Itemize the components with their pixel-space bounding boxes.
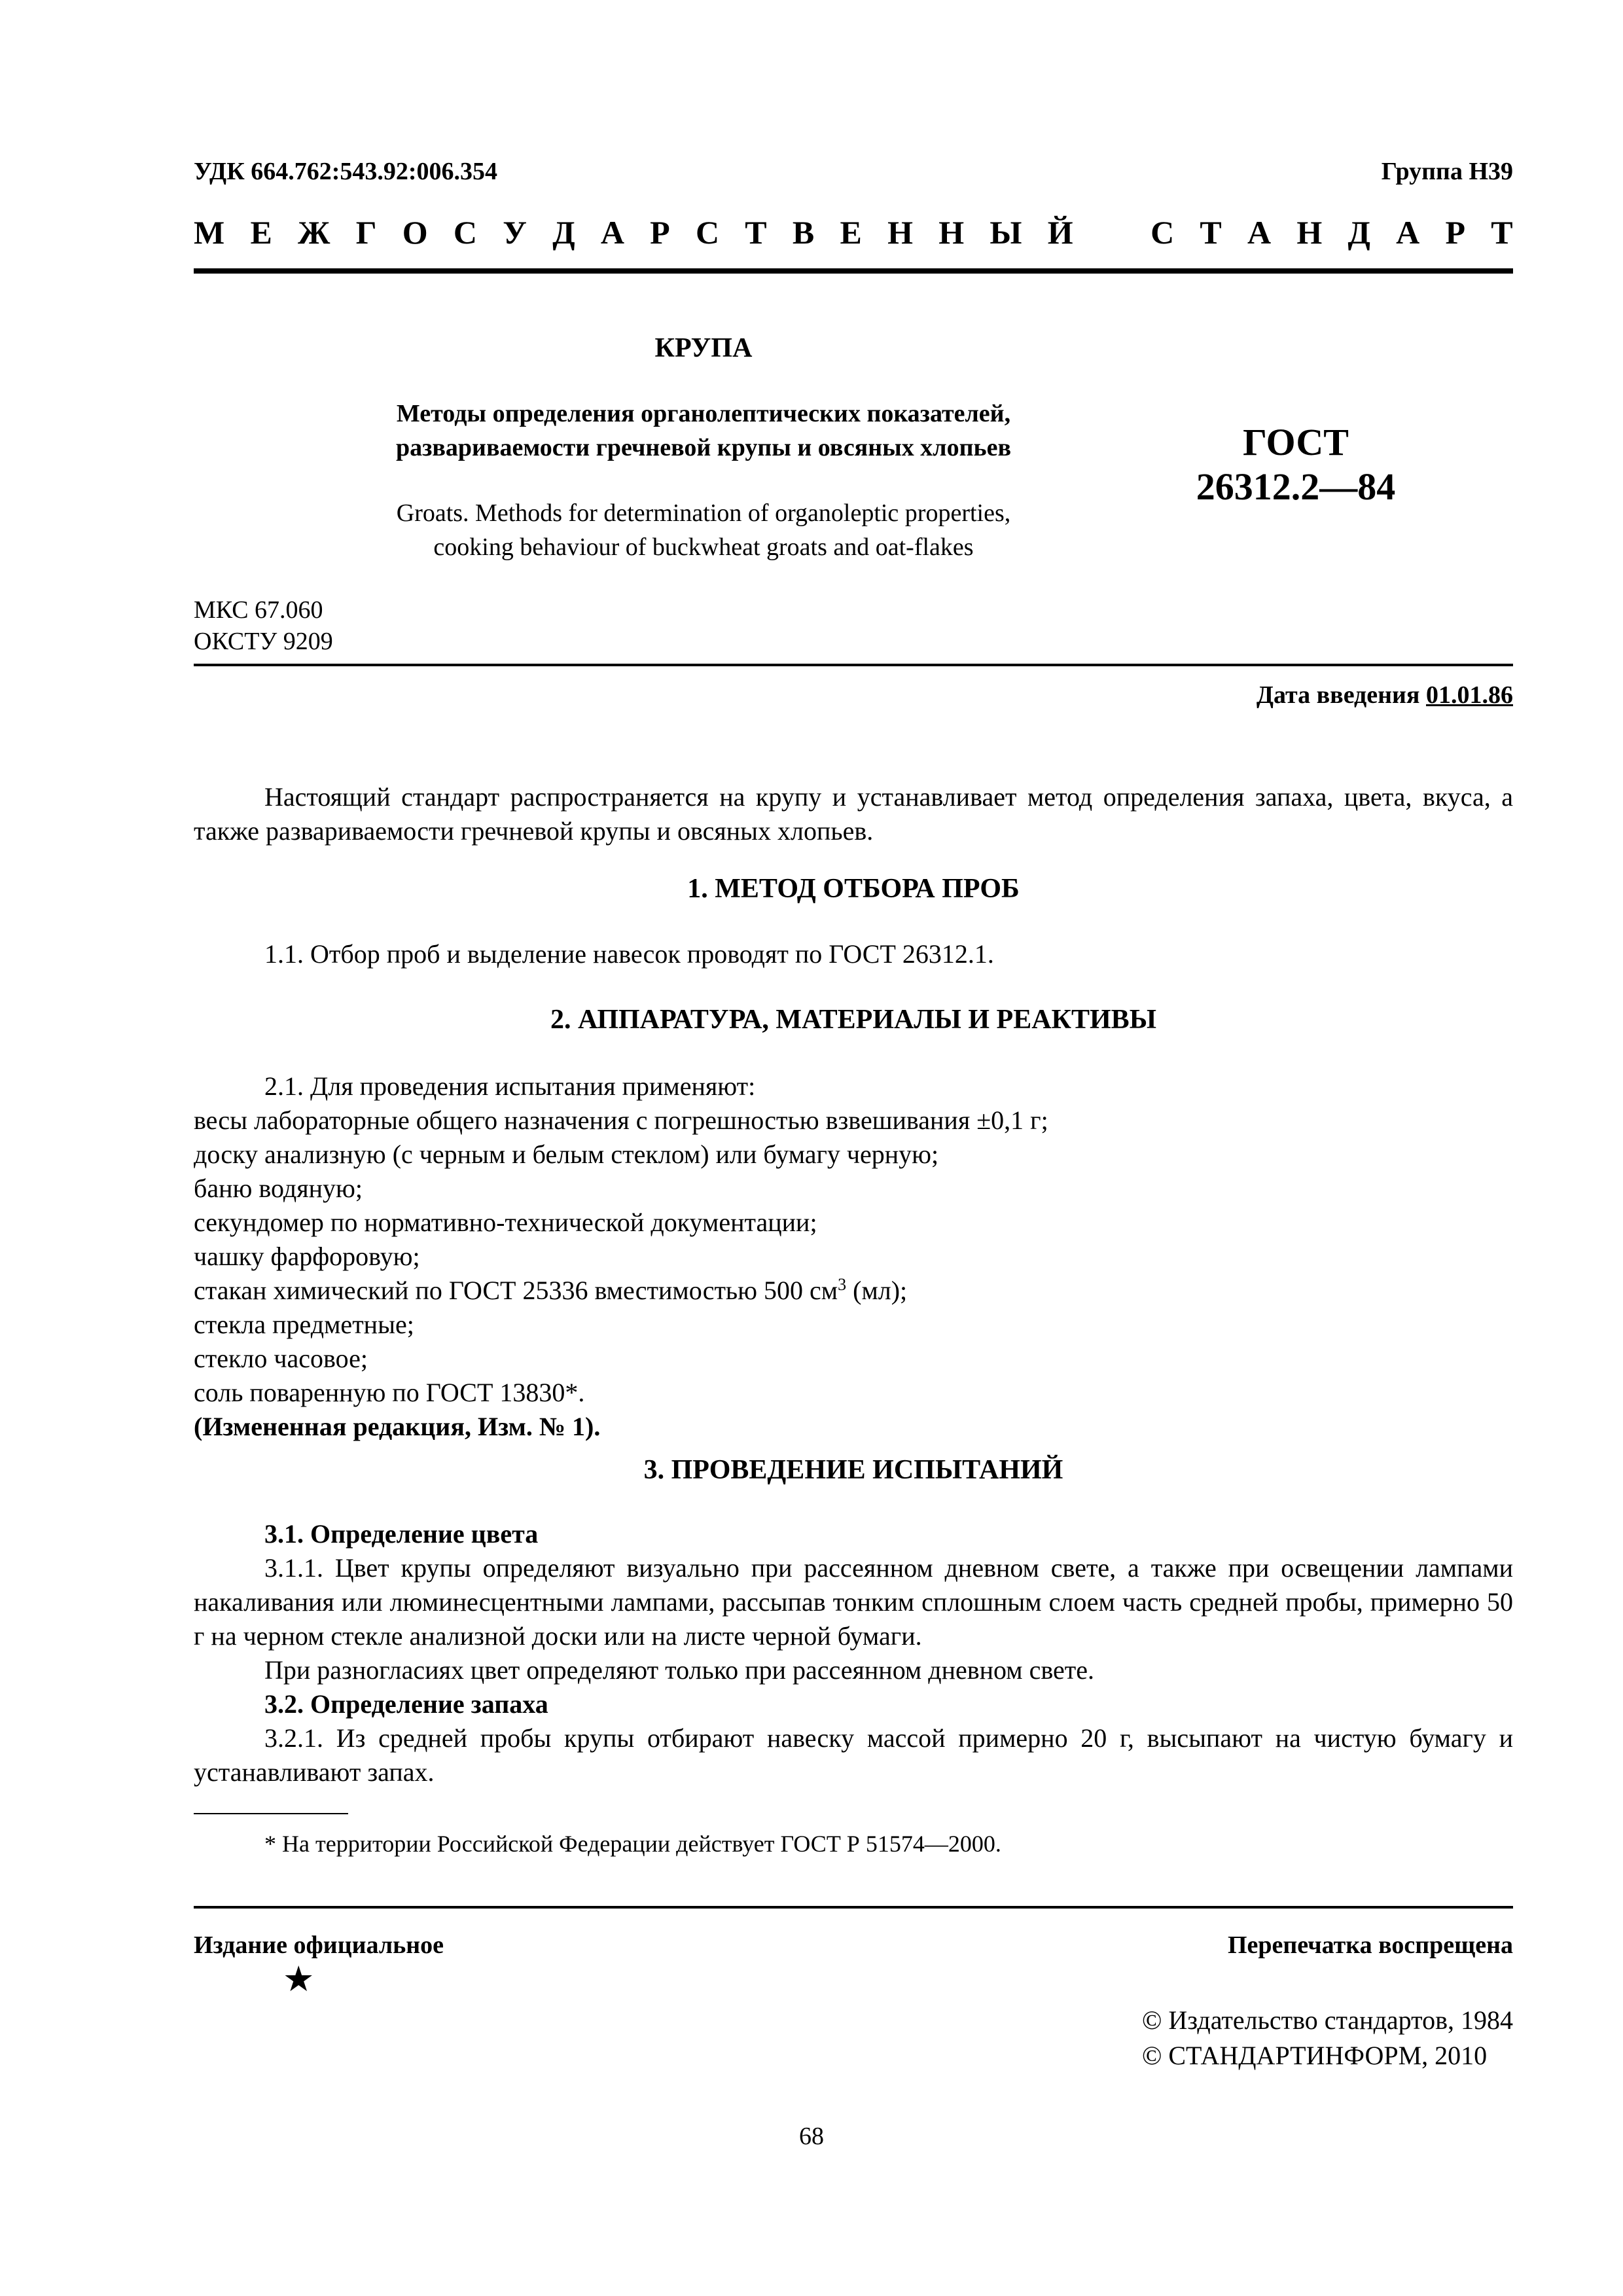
list-item: доску анализную (с черным и белым стеклом) или бумагу черную; xyxy=(194,1139,939,1169)
udk-code: УДК 664.762:543.92:006.354 xyxy=(194,158,498,185)
paragraph-3-2-1: 3.2.1. Из средней пробы крупы отбирают навеску массой примерно 20 г, высыпают на чистую бумагу и устанавливают запах. xyxy=(194,1723,1513,1787)
title-english-line2: cooking behaviour of buckwheat groats and oat-flakes xyxy=(433,533,974,561)
banner-letter: О xyxy=(402,214,428,251)
header-rule xyxy=(194,268,1513,274)
banner-letter: Ж xyxy=(298,214,330,251)
footnote-rule xyxy=(194,1813,348,1814)
banner-word-gap xyxy=(1099,213,1125,251)
title-english-line1: Groats. Methods for determination of organoleptic properties, xyxy=(396,499,1011,527)
banner-letter: С xyxy=(453,214,478,251)
title-russian-line1: Методы определения органолептических показателей, xyxy=(396,400,1011,427)
official-edition-label: Издание официальное xyxy=(194,1931,444,1959)
section-3-heading: 3. ПРОВЕДЕНИЕ ИСПЫТАНИЙ xyxy=(643,1455,1063,1485)
banner-letter: Е xyxy=(250,214,272,251)
beaker-superscript: 3 xyxy=(838,1275,847,1294)
banner-letter: Т xyxy=(1200,214,1222,251)
banner-letter: В xyxy=(792,214,815,251)
footnote: * На территории Российской Федерации действует ГОСТ Р 51574—2000. xyxy=(264,1831,1001,1857)
list-item: секундомер по нормативно-технической документации; xyxy=(194,1208,817,1237)
interstate-standard-banner xyxy=(194,213,1513,251)
list-item: стекла предметные; xyxy=(194,1310,414,1339)
list-item: стекло часовое; xyxy=(194,1344,368,1373)
mks-code: МКС 67.060 xyxy=(194,596,323,624)
classification-codes xyxy=(194,594,333,657)
group-code: Группа Н39 xyxy=(1381,158,1513,185)
classification-rule xyxy=(194,664,1513,666)
copyright-line-1: © Издательство стандартов, 1984 xyxy=(1141,2005,1513,2035)
list-item: весы лабораторные общего назначения с погрешностью взвешивания ±0,1 г; xyxy=(194,1105,1048,1135)
copyright-block xyxy=(1142,2003,1513,2073)
list-item: баню водяную; xyxy=(194,1174,363,1203)
list-item: чашку фарфоровую; xyxy=(194,1242,420,1271)
banner-letter: Н xyxy=(1296,214,1323,251)
banner-letter: Р xyxy=(1445,214,1466,251)
banner-letter: Д xyxy=(1347,214,1370,251)
banner-letter: Н xyxy=(938,214,965,251)
amendment-note: (Измененная редакция, Изм. № 1). xyxy=(194,1412,601,1441)
footer-rule xyxy=(194,1906,1513,1909)
title-english xyxy=(301,496,1106,564)
okstu-code: ОКСТУ 9209 xyxy=(194,628,333,655)
banner-letter: У xyxy=(503,214,527,251)
title-russian xyxy=(301,397,1106,465)
gost-number: 26312.2—84 xyxy=(1196,465,1396,508)
list-item xyxy=(194,1274,1513,1308)
banner-letter: Н xyxy=(887,214,913,251)
banner-letter: С xyxy=(1150,214,1175,251)
apparatus-items xyxy=(194,1103,1513,1444)
banner-letter: А xyxy=(600,214,624,251)
introduction-date-label: Дата введения xyxy=(1256,681,1426,709)
paragraph-2-1-lead: 2.1. Для проведения испытания применяют: xyxy=(264,1071,756,1101)
introduction-date xyxy=(1257,681,1513,709)
page-number: 68 xyxy=(799,2123,824,2150)
banner-letter: Е xyxy=(840,214,862,251)
subsection-3-2-heading: 3.2. Определение запаха xyxy=(264,1689,548,1719)
banner-letter: А xyxy=(1396,214,1420,251)
paragraph-3-1-1-note: При разногласиях цвет определяют только при рассеянном дневном свете. xyxy=(264,1655,1094,1685)
banner-letter: Д xyxy=(552,214,575,251)
banner-letter: Т xyxy=(745,214,767,251)
paragraph-3-1-1: 3.1.1. Цвет крупы определяют визуально при рассеянном дневном свете, а также при освещении лампами накаливания или люминесцентными лампами, рассыпав тонким сплошным слоем часть средней пробы, примерно 50 г на черном стекле анализной доски или на листе черной бумаги. xyxy=(194,1553,1513,1651)
gost-designation xyxy=(1139,420,1453,509)
banner-letter: Й xyxy=(1047,214,1073,251)
section-2-heading: 2. АППАРАТУРА, МАТЕРИАЛЫ И РЕАКТИВЫ xyxy=(550,1005,1156,1035)
beaker-unit: (мл); xyxy=(846,1276,908,1305)
paragraph-1-1: 1.1. Отбор проб и выделение навесок проводят по ГОСТ 26312.1. xyxy=(264,939,994,969)
title-russian-line2: развариваемости гречневой крупы и овсяных хлопьев xyxy=(395,434,1012,461)
banner-letter: М xyxy=(194,214,225,251)
introduction-date-value: 01.01.86 xyxy=(1426,681,1513,709)
section-1-heading: 1. МЕТОД ОТБОРА ПРОБ xyxy=(687,874,1020,904)
list-item: соль поваренную по ГОСТ 13830*. xyxy=(194,1378,585,1407)
document-subject: КРУПА xyxy=(654,333,753,363)
reprint-prohibited-label: Перепечатка воспрещена xyxy=(1227,1931,1513,1959)
banner-letter: А xyxy=(1247,214,1272,251)
banner-letter: Р xyxy=(650,214,670,251)
apparatus-list xyxy=(264,1069,1508,1103)
gost-label: ГОСТ xyxy=(1243,421,1349,463)
beaker-text: стакан химический по ГОСТ 25336 вместимостью 500 см xyxy=(194,1276,838,1305)
banner-letter: Ы xyxy=(990,214,1022,251)
intro-paragraph: Настоящий стандарт распространяется на крупу и устанавливает метод определения запаха, цвета, вкуса, а также развариваемости гречневой крупы и овсяных хлопьев. xyxy=(194,782,1513,846)
star-icon: ★ xyxy=(283,1958,315,2000)
copyright-line-2: © СТАНДАРТИНФОРМ, 2010 xyxy=(1141,2041,1488,2070)
banner-letter: С xyxy=(695,214,720,251)
subsection-3-1-heading: 3.1. Определение цвета xyxy=(264,1519,539,1549)
section-3-body xyxy=(194,1517,1513,1789)
banner-letter: Г xyxy=(355,214,377,251)
banner-letter: Т xyxy=(1491,214,1513,251)
